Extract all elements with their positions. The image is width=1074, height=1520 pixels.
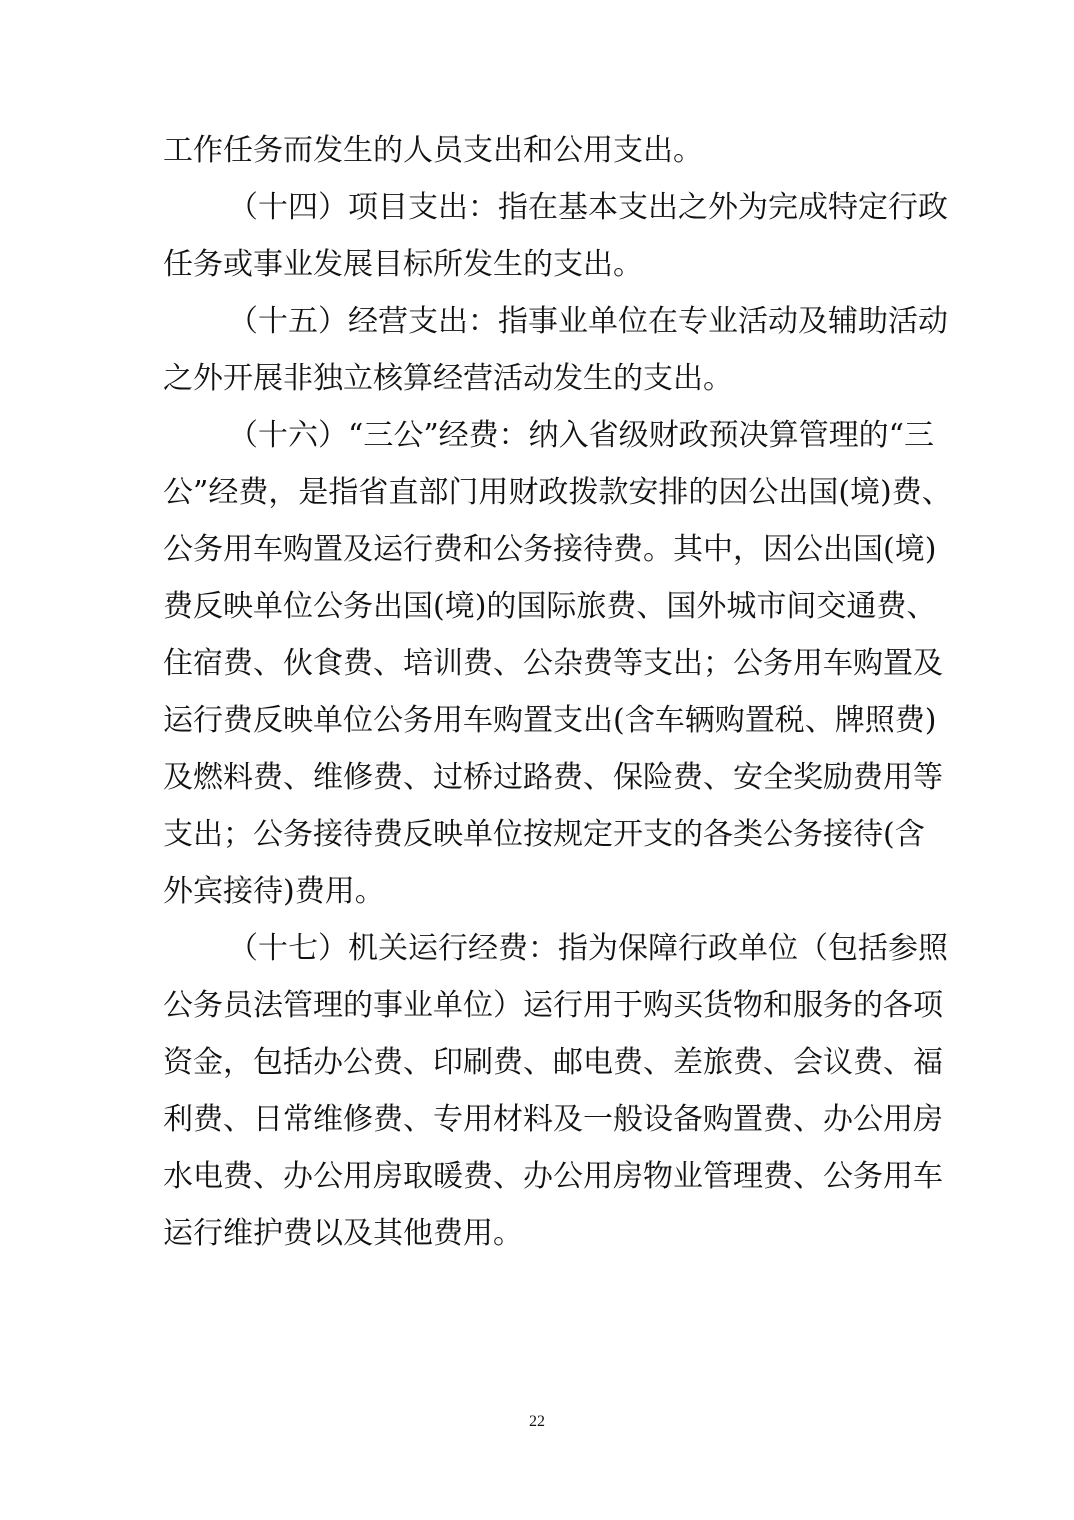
text-line: 之外开展非独立核算经营活动发生的支出。 [163, 361, 733, 396]
text-line: 公务员法管理的事业单位）运行用于购买货物和服务的各项 [163, 988, 943, 1023]
text-line: 工作任务而发生的人员支出和公用支出。 [163, 133, 703, 168]
paragraph-heading-line: （十五）经营支出：指事业单位在专业活动及辅助活动 [228, 304, 948, 339]
text-line: 公”经费，是指省直部门用财政拨款安排的因公出国(境)费、 [163, 475, 952, 510]
paragraph-heading-line: （十七）机关运行经费：指为保障行政单位（包括参照 [228, 931, 948, 966]
text-line: 利费、日常维修费、专用材料及一般设备购置费、办公用房 [163, 1102, 943, 1137]
paragraph-heading-line: （十四）项目支出：指在基本支出之外为完成特定行政 [228, 190, 948, 225]
text-line: 运行维护费以及其他费用。 [163, 1216, 523, 1251]
paragraph-heading-line: （十六）“三公”经费：纳入省级财政预决算管理的“三 [228, 418, 935, 453]
text-line: 资金，包括办公费、印刷费、邮电费、差旅费、会议费、福 [163, 1045, 943, 1080]
text-line: 费反映单位公务出国(境)的国际旅费、国外城市间交通费、 [163, 589, 937, 624]
text-line: 外宾接待)费用。 [163, 874, 385, 909]
text-line: 任务或事业发展目标所发生的支出。 [163, 247, 643, 282]
text-line: 支出；公务接待费反映单位按规定开支的各类公务接待(含 [163, 817, 925, 852]
page-number: 22 [529, 1413, 545, 1430]
text-line: 运行费反映单位公务用车购置支出(含车辆购置税、牌照费) [163, 703, 937, 738]
text-line: 水电费、办公用房取暖费、办公用房物业管理费、公务用车 [163, 1159, 943, 1194]
text-line: 公务用车购置及运行费和公务接待费。其中，因公出国(境) [163, 532, 937, 567]
text-line: 住宿费、伙食费、培训费、公杂费等支出；公务用车购置及 [163, 646, 943, 681]
text-line: 及燃料费、维修费、过桥过路费、保险费、安全奖励费用等 [163, 760, 943, 795]
